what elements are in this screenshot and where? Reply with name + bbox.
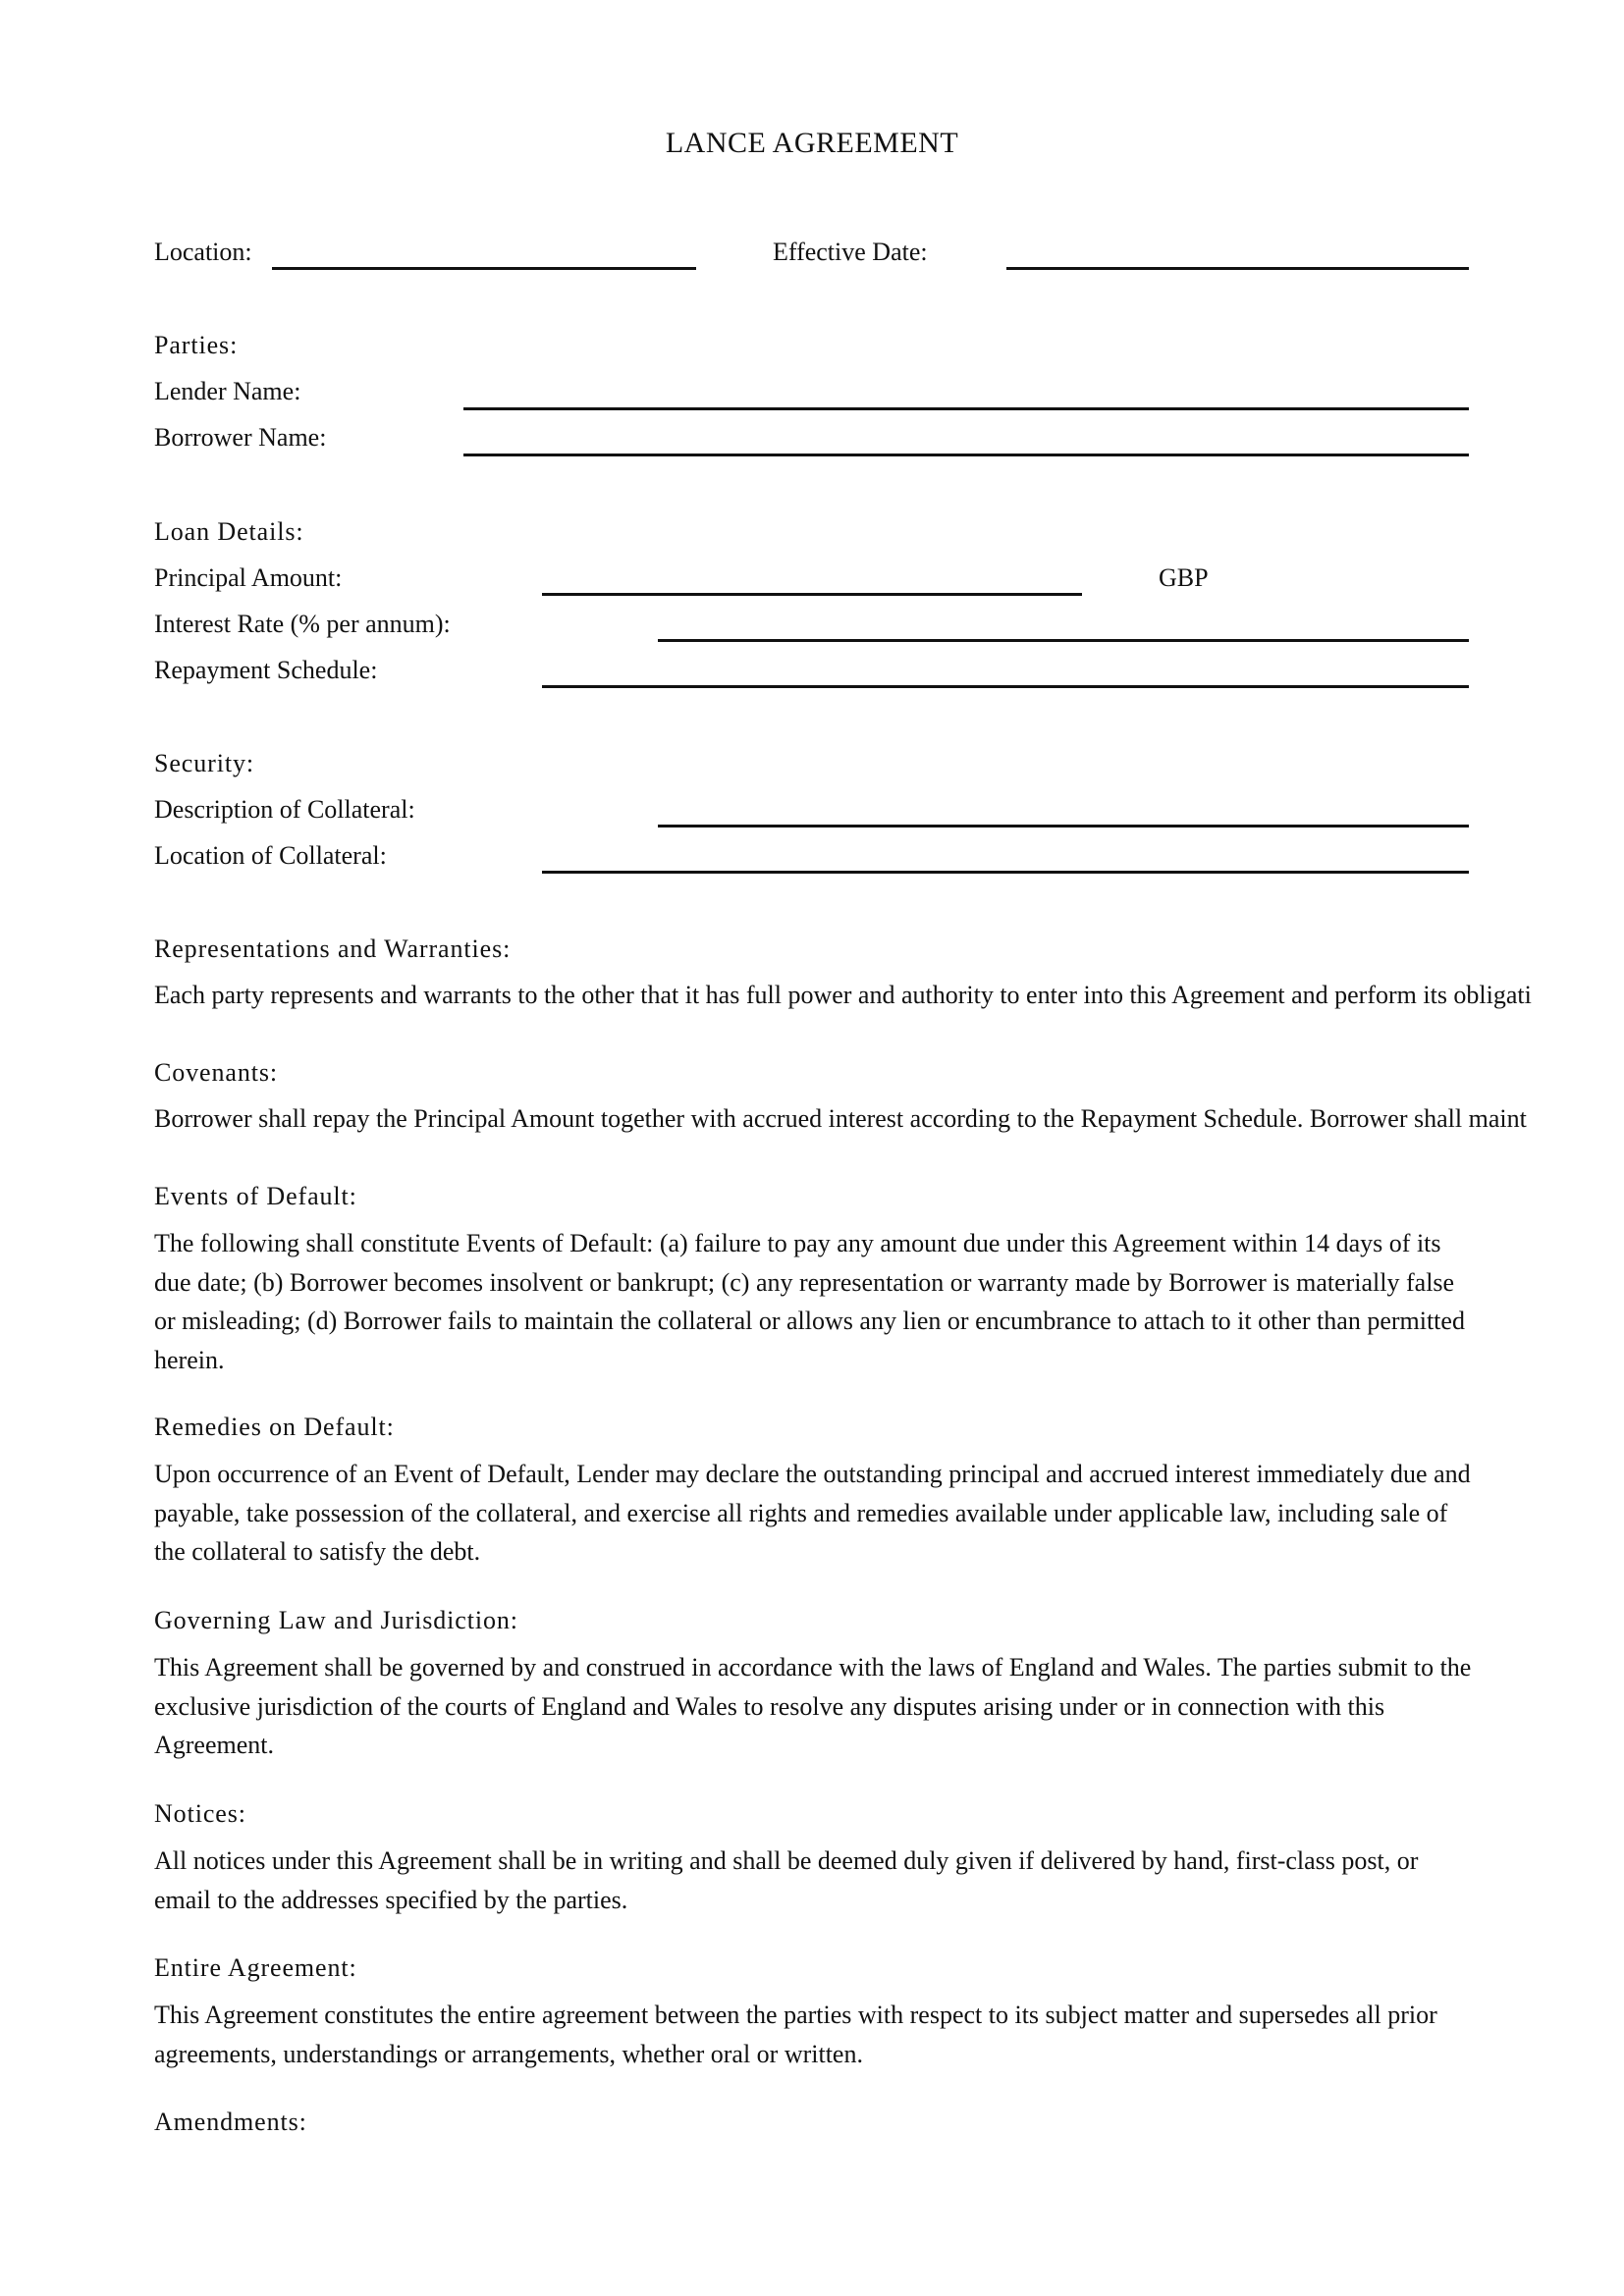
currency-label: GBP [1159, 563, 1209, 592]
collateral-description-blank-line[interactable] [658, 825, 1469, 828]
entire-agreement-heading: Entire Agreement: [154, 1953, 357, 1982]
repayment-schedule-blank-line[interactable] [542, 685, 1469, 688]
notices-text: All notices under this Agreement shall be in writing and shall be deemed duly given if delivered by hand, first-class post, or email to the addresses specified by the parties. [154, 1846, 1419, 1914]
principal-amount-label: Principal Amount: [154, 563, 343, 592]
document-title: LANCE AGREEMENT [665, 127, 959, 159]
covenants-heading: Covenants: [154, 1058, 278, 1087]
loan-details-heading: Loan Details: [154, 517, 304, 546]
entire-agreement-text: This Agreement constitutes the entire agreement between the parties with respect to its subject matter and supersedes all prior agreements, understandings or arrangements, whether oral or written. [154, 2001, 1437, 2068]
location-label: Location: [154, 238, 252, 266]
remedies-heading: Remedies on Default: [154, 1413, 395, 1441]
principal-amount-blank-line[interactable] [542, 593, 1082, 596]
interest-rate-label: Interest Rate (% per annum): [154, 610, 451, 638]
collateral-location-blank-line[interactable] [542, 871, 1469, 874]
governing-law-heading: Governing Law and Jurisdiction: [154, 1606, 518, 1634]
events-of-default-heading: Events of Default: [154, 1182, 357, 1210]
borrower-name-blank-line[interactable] [463, 454, 1469, 456]
security-heading: Security: [154, 749, 254, 777]
notices-heading: Notices: [154, 1799, 246, 1828]
representations-text: Each party represents and warrants to the other that it has full power and authority to enter into this Agreement and perform its obligati [154, 981, 1532, 1009]
covenants-text: Borrower shall repay the Principal Amount together with accrued interest according to the Repayment Schedule. Borrower shall maint [154, 1104, 1527, 1133]
lender-name-label: Lender Name: [154, 377, 301, 405]
effective-date-label: Effective Date: [773, 238, 928, 266]
borrower-name-label: Borrower Name: [154, 423, 327, 452]
effective-date-blank-line[interactable] [1006, 267, 1469, 270]
location-blank-line[interactable] [272, 267, 696, 270]
lender-name-blank-line[interactable] [463, 407, 1469, 410]
collateral-description-label: Description of Collateral: [154, 795, 415, 824]
events-of-default-text: The following shall constitute Events of Default: (a) failure to pay any amount due under this Agreement within 14 days of its due date; (b) Borrower becomes insolvent or bankrupt; (c) any representation or warranty made by Borrower is materially false or misleading; (d) Borrower fails to maintain the collateral or allows any lien or encumbrance to attach to it other than permitted herein. [154, 1229, 1465, 1374]
collateral-location-label: Location of Collateral: [154, 841, 387, 870]
governing-law-text: This Agreement shall be governed by and construed in accordance with the laws of England and Wales. The parties submit to the exclusive jurisdiction of the courts of England and Wales to resolve any disputes arising under or in connection with this Agreement. [154, 1653, 1472, 1759]
repayment-schedule-label: Repayment Schedule: [154, 656, 378, 684]
parties-heading: Parties: [154, 331, 239, 359]
interest-rate-blank-line[interactable] [658, 639, 1469, 642]
amendments-heading: Amendments: [154, 2108, 307, 2136]
representations-heading: Representations and Warranties: [154, 934, 512, 963]
remedies-text: Upon occurrence of an Event of Default, Lender may declare the outstanding principal and accrued interest immediately due and payable, take possession of the collateral, and exercise all rights and remedies available under applicable law, including sale of the collateral to satisfy the debt. [154, 1460, 1471, 1566]
